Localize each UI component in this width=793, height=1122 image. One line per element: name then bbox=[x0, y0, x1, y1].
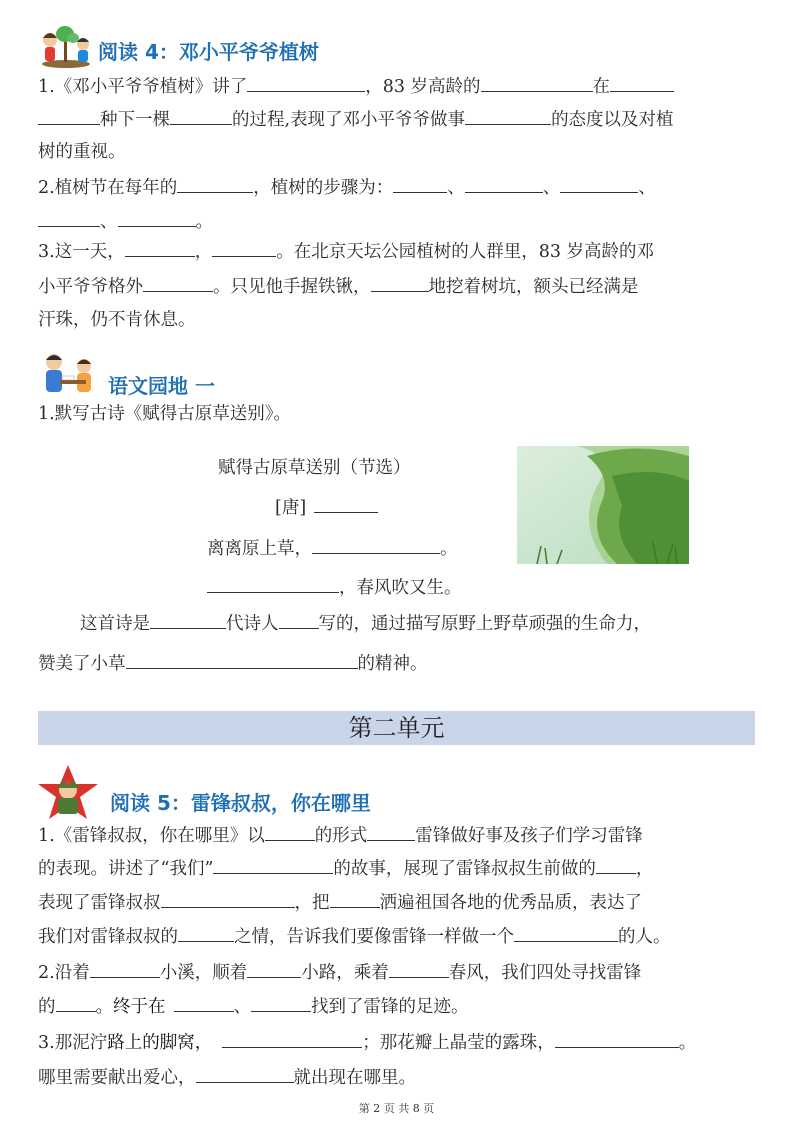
unit-title: 第二单元 bbox=[348, 714, 445, 742]
s2-line-2: 这首诗是 代诗人 写的，通过描写原野上野草顽强的生命力， bbox=[80, 614, 651, 634]
blank[interactable] bbox=[118, 210, 196, 227]
grass-illustration bbox=[517, 446, 689, 564]
s3-line-5: 2.沿着 小溪，顺着 小路，乘着 春风，我们四处寻找雷锋 bbox=[38, 963, 642, 983]
s3-line-6: 的 。终于在 、 找到了雷锋的足迹。 bbox=[38, 997, 469, 1017]
blank[interactable] bbox=[177, 176, 253, 193]
unit-title-bar bbox=[38, 711, 755, 745]
blank[interactable] bbox=[213, 857, 333, 874]
s3-line-4: 我们对雷锋叔叔的 之情，告诉我们要像雷锋一样做一个 的人。 bbox=[38, 927, 671, 947]
blank[interactable] bbox=[212, 240, 276, 257]
kids-planting-tree-icon bbox=[38, 22, 94, 68]
section-heading-reading5: 阅读 5：雷锋叔叔，你在哪里 bbox=[110, 791, 371, 815]
blank[interactable] bbox=[481, 75, 593, 92]
blank[interactable] bbox=[222, 1031, 362, 1048]
s3-line-8: 哪里需要献出爱心， 就出现在哪里。 bbox=[38, 1068, 416, 1088]
s3-line-7: 3.那泥泞路上的脚窝， ；那花瓣上晶莹的露珠， 。 bbox=[38, 1033, 697, 1053]
blank[interactable] bbox=[312, 537, 440, 554]
s3-line-1: 1.《雷锋叔叔，你在哪里》以 的形式 雷锋做好事及孩子们学习雷锋 bbox=[38, 826, 643, 846]
poem-line-2: ，春风吹又生。 bbox=[207, 574, 462, 599]
s1-line-3: 树的重视。 bbox=[38, 142, 126, 162]
blank[interactable] bbox=[555, 1031, 679, 1048]
blank[interactable] bbox=[514, 925, 618, 942]
s1-line-1: 1.《邓小平爷爷植树》讲了 ，83 岁高龄的 在 bbox=[38, 75, 674, 98]
blank[interactable] bbox=[279, 612, 319, 629]
blank[interactable] bbox=[170, 108, 232, 125]
page-footer: 第 2 页 共 8 页 bbox=[358, 1102, 435, 1115]
s2-line-1: 1.默写古诗《赋得古原草送别》。 bbox=[38, 404, 291, 424]
teacher-student-reading-icon bbox=[40, 350, 102, 396]
blank[interactable] bbox=[125, 240, 195, 257]
blank[interactable] bbox=[393, 176, 447, 193]
blank[interactable] bbox=[247, 75, 365, 92]
s1-line-8: 汗珠，仍不肯休息。 bbox=[38, 310, 196, 330]
blank[interactable] bbox=[371, 275, 429, 292]
s1-line-2: 种下一棵 的过程,表现了邓小平爷爷做事 的态度以及对植 bbox=[38, 108, 674, 131]
blank[interactable] bbox=[38, 210, 100, 227]
blank[interactable] bbox=[265, 824, 315, 841]
blank[interactable] bbox=[314, 496, 378, 513]
blank[interactable] bbox=[196, 1066, 294, 1083]
blank[interactable] bbox=[90, 961, 160, 978]
s1-line-4: 2.植树节在每年的 ，植树的步骤为： 、 、 、 bbox=[38, 178, 656, 198]
blank[interactable] bbox=[150, 612, 226, 629]
poem-title: 赋得古原草送别（节选） bbox=[218, 458, 411, 478]
blank[interactable] bbox=[174, 995, 234, 1012]
s1-line-5: 、 。 bbox=[38, 210, 213, 233]
blank[interactable] bbox=[161, 891, 295, 908]
blank[interactable] bbox=[247, 961, 301, 978]
blank[interactable] bbox=[596, 857, 636, 874]
blank[interactable] bbox=[389, 961, 449, 978]
poem-line-1: 离离原上草， 。 bbox=[207, 539, 458, 559]
blank[interactable] bbox=[207, 576, 339, 593]
section-heading-chinese-garden: 语文园地 一 bbox=[108, 374, 215, 398]
blank[interactable] bbox=[38, 108, 100, 125]
blank[interactable] bbox=[330, 891, 380, 908]
blank[interactable] bbox=[126, 652, 358, 669]
blank[interactable] bbox=[610, 75, 674, 92]
s1-line-6: 3.这一天， ， 。在北京天坛公园植树的人群里，83 岁高龄的邓 bbox=[38, 242, 655, 262]
blank[interactable] bbox=[367, 824, 415, 841]
blank[interactable] bbox=[143, 275, 213, 292]
blank[interactable] bbox=[56, 995, 96, 1012]
section-heading-reading4: 阅读 4：邓小平爷爷植树 bbox=[98, 40, 319, 64]
blank[interactable] bbox=[465, 176, 543, 193]
s3-line-3: 表现了雷锋叔叔 ，把 洒遍祖国各地的优秀品质，表达了 bbox=[38, 893, 642, 913]
blank[interactable] bbox=[178, 925, 234, 942]
blank[interactable] bbox=[251, 995, 311, 1012]
s1-line-7: 小平爷爷格外 。只见他手握铁锹， 地挖着树坑，额头已经满是 bbox=[38, 277, 639, 297]
s2-line-3: 赞美了小草 的精神。 bbox=[38, 654, 428, 674]
blank[interactable] bbox=[465, 108, 551, 125]
s3-line-2: 的表现。讲述了“我们” 的故事，展现了雷锋叔叔生前做的 ， bbox=[38, 859, 654, 879]
poem-dynasty: [唐] bbox=[275, 494, 378, 519]
red-star-soldier-icon bbox=[36, 764, 100, 820]
blank[interactable] bbox=[560, 176, 638, 193]
